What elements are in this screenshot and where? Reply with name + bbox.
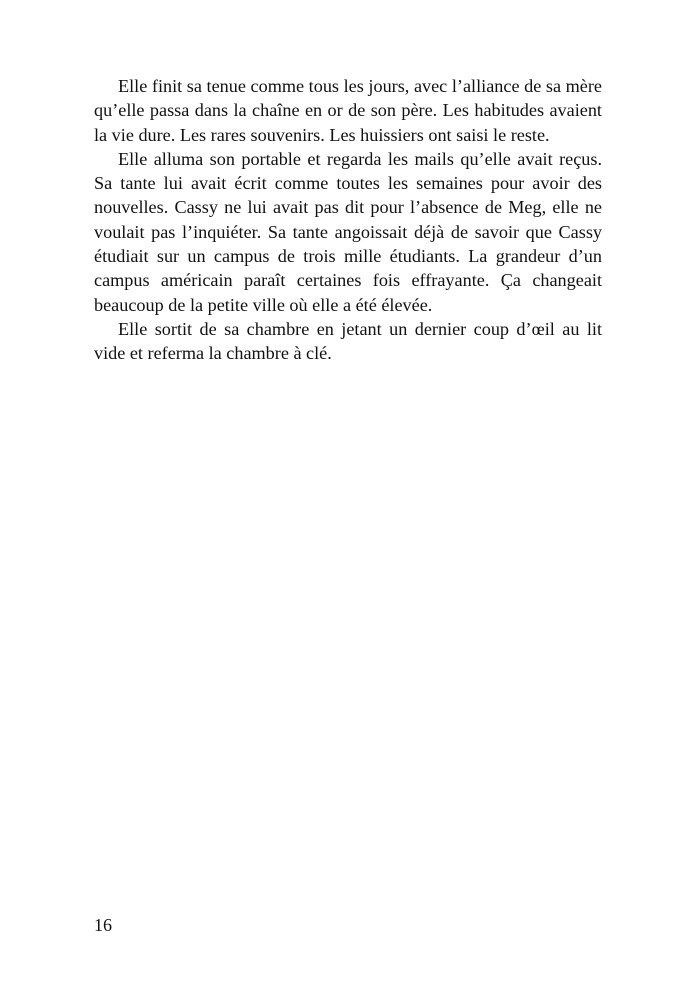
paragraph-1: Elle finit sa tenue comme tous les jours, avec l’alliance de sa mère qu’elle passa dans la chaîne en or de son père. Les habitudes avaient la vie dure. Les rares souvenirs. Les huissiers ont saisi le reste. (94, 76, 602, 145)
paragraph-2: Elle alluma son portable et regarda les mails qu’elle avait reçus. Sa tante lui avait écrit comme toutes les semaines pour avoir des nouvelles. Cassy ne lui avait pas dit pour l’absence de Meg, elle ne voulait pas l’inquiéter. Sa tante angoissait déjà de savoir que Cassy étudiait sur un campus de trois mille étudiants. La grandeur d’un campus américain paraît certaines fois effrayante. Ça changeait beaucoup de la petite ville où elle a été élevée. (94, 148, 602, 315)
body-text (94, 74, 602, 366)
page-number: 16 (94, 915, 112, 935)
paragraph-3: Elle sortit de sa chambre en jetant un dernier coup d’œil au lit vide et referma la chambre à clé. (94, 318, 602, 364)
